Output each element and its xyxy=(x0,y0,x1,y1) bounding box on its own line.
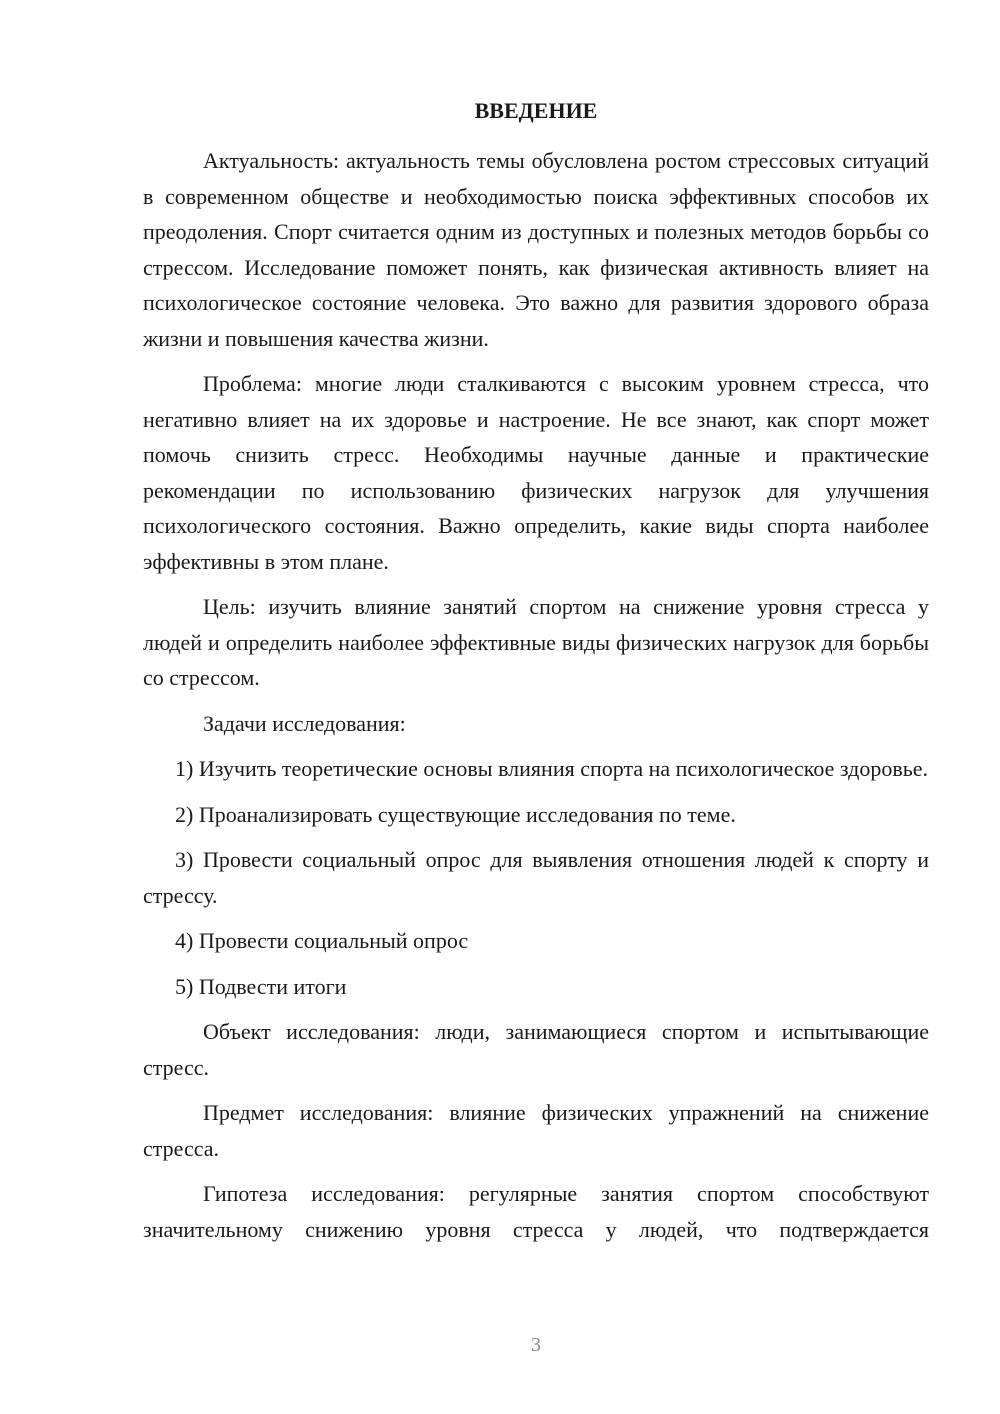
paragraph-hypothesis: Гипотеза исследования: регулярные занятия спортом способствуют значительному снижению уровня стресса у людей, что подтверждается xyxy=(143,1181,929,1242)
paragraph-problem: Проблема: многие люди сталкиваются с высоким уровнем стресса, что негативно влияет на их здоровье и настроение. Не все знают, как спорт может помочь снизить стресс. Необходимы научные данные и практические рекомендации по использованию физических нагрузок для улучшения психологического состояния. Важно определить, какие виды спорта наиболее эффективны в этом плане. xyxy=(143,371,929,574)
body-text xyxy=(143,143,929,1247)
paragraph-object: Объект исследования: люди, занимающиеся спортом и испытывающие стресс. xyxy=(143,1019,929,1080)
task-item-1: 1) Изучить теоретические основы влияния спорта на психологическое здоровье. xyxy=(175,756,929,781)
task-item-5: 5) Подвести итоги xyxy=(175,973,347,999)
task-item-4: 4) Провести социальный опрос xyxy=(175,928,469,953)
paragraph-tasks-title: Задачи исследования: xyxy=(203,710,406,736)
page-number: 3 xyxy=(531,1334,541,1356)
paragraph-subject: Предмет исследования: влияние физических упражнений на снижение стресса. xyxy=(143,1100,929,1161)
paragraph-goal: Цель: изучить влияние занятий спортом на снижение уровня стресса у людей и определить наиболее эффективные виды физических нагрузок для борьбы со стрессом. xyxy=(143,594,929,690)
task-item-2: 2) Проанализировать существующие исследования по теме. xyxy=(175,801,736,827)
task-item-3: 3) Провести социальный опрос для выявления отношения людей к спорту и стрессу. xyxy=(143,847,929,908)
paragraph-relevance: Актуальность: актуальность темы обусловлена ростом стрессовых ситуаций в современном обществе и необходимостью поиска эффективных способов их преодоления. Спорт считается одним из доступных и полезных методов борьбы со стрессом. Исследование поможет понять, как физическая активность влияет на психологическое состояние человека. Это важно для развития здорового образа жизни и повышения качества жизни. xyxy=(143,148,929,351)
section-heading: ВВЕДЕНИЕ xyxy=(474,98,598,123)
